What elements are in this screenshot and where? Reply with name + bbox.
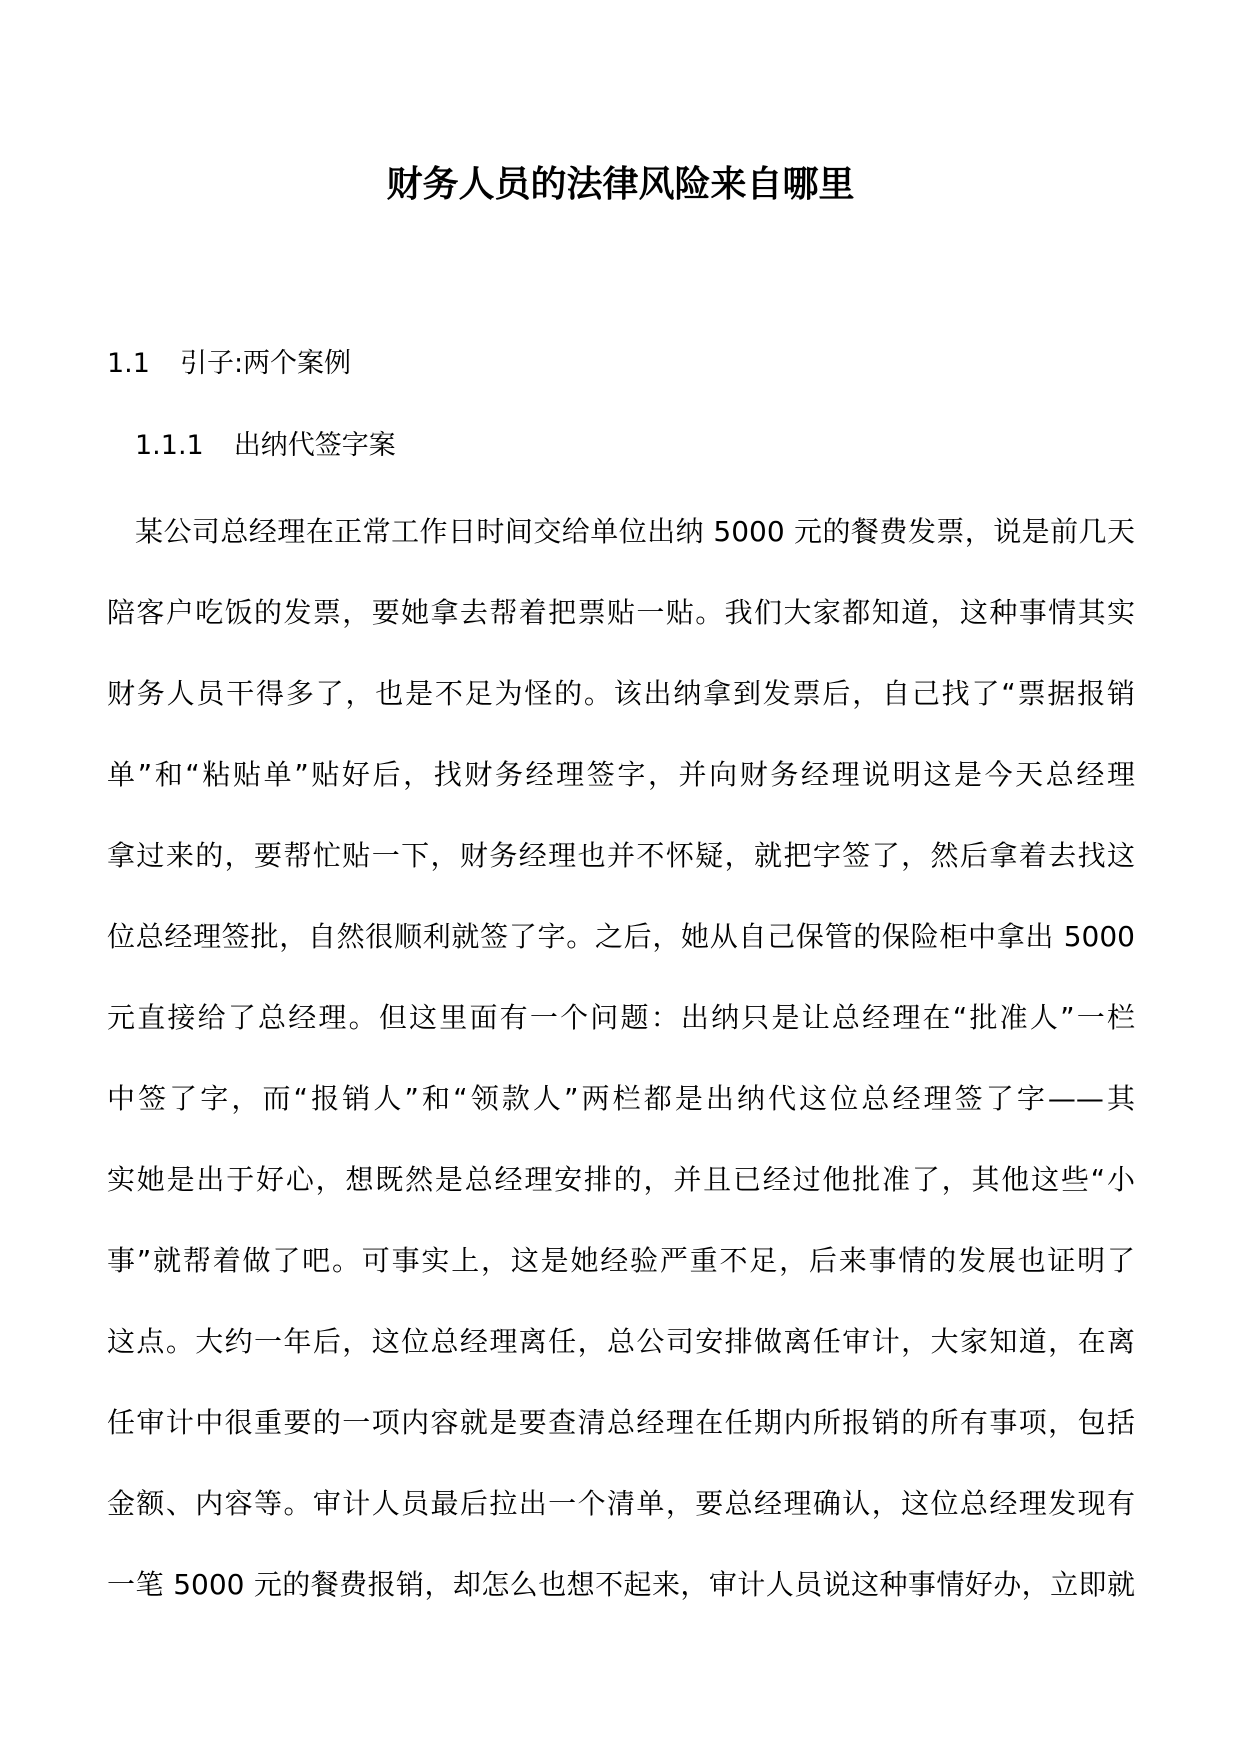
paragraph-line: 任审计中很重要的一项内容就是要查清总经理在任期内所报销的所有事项，包括 — [107, 1406, 1135, 1439]
paragraph-line: 单”和“粘贴单”贴好后，找财务经理签字，并向财务经理说明这是今天总经理 — [107, 758, 1135, 791]
paragraph-line: 一笔 5000 元的餐费报销，却怎么也想不起来，审计人员说这种事情好办，立即就 — [107, 1568, 1135, 1601]
subsection-label: 出纳代签字案 — [233, 430, 396, 461]
paragraph-line: 中签了字，而“报销人”和“领款人”两栏都是出纳代这位总经理签了字——其 — [107, 1082, 1135, 1115]
paragraph-line: 位总经理签批，自然很顺利就签了字。之后，她从自己保管的保险柜中拿出 5000 — [107, 920, 1135, 953]
section-number: 1.1 — [107, 348, 150, 379]
paragraph-line: 这点。大约一年后，这位总经理离任，总公司安排做离任审计，大家知道，在离 — [107, 1325, 1135, 1358]
paragraph-line: 事”就帮着做了吧。可事实上，这是她经验严重不足，后来事情的发展也证明了 — [107, 1244, 1135, 1277]
paragraph-line: 拿过来的，要帮忙贴一下，财务经理也并不怀疑，就把字签了，然后拿着去找这 — [107, 839, 1135, 872]
subsection-number: 1.1.1 — [135, 430, 204, 461]
section-heading — [107, 344, 351, 384]
body-paragraph — [107, 506, 1135, 1640]
document-title: 财务人员的法律风险来自哪里 — [386, 163, 855, 205]
paragraph-line: 陪客户吃饭的发票，要她拿去帮着把票贴一贴。我们大家都知道，这种事情其实 — [107, 596, 1135, 629]
paragraph-line: 元直接给了总经理。但这里面有一个问题：出纳只是让总经理在“批准人”一栏 — [107, 1001, 1135, 1034]
section-label: 引子:两个案例 — [179, 348, 352, 379]
subsection-heading — [135, 426, 396, 466]
paragraph-line: 实她是出于好心，想既然是总经理安排的，并且已经过他批准了，其他这些“小 — [107, 1163, 1135, 1196]
paragraph-line: 财务人员干得多了，也是不足为怪的。该出纳拿到发票后，自己找了“票据报销 — [107, 677, 1135, 710]
paragraph-line: 某公司总经理在正常工作日时间交给单位出纳 5000 元的餐费发票，说是前几天 — [135, 515, 1135, 548]
paragraph-line: 金额、内容等。审计人员最后拉出一个清单，要总经理确认，这位总经理发现有 — [107, 1487, 1135, 1520]
